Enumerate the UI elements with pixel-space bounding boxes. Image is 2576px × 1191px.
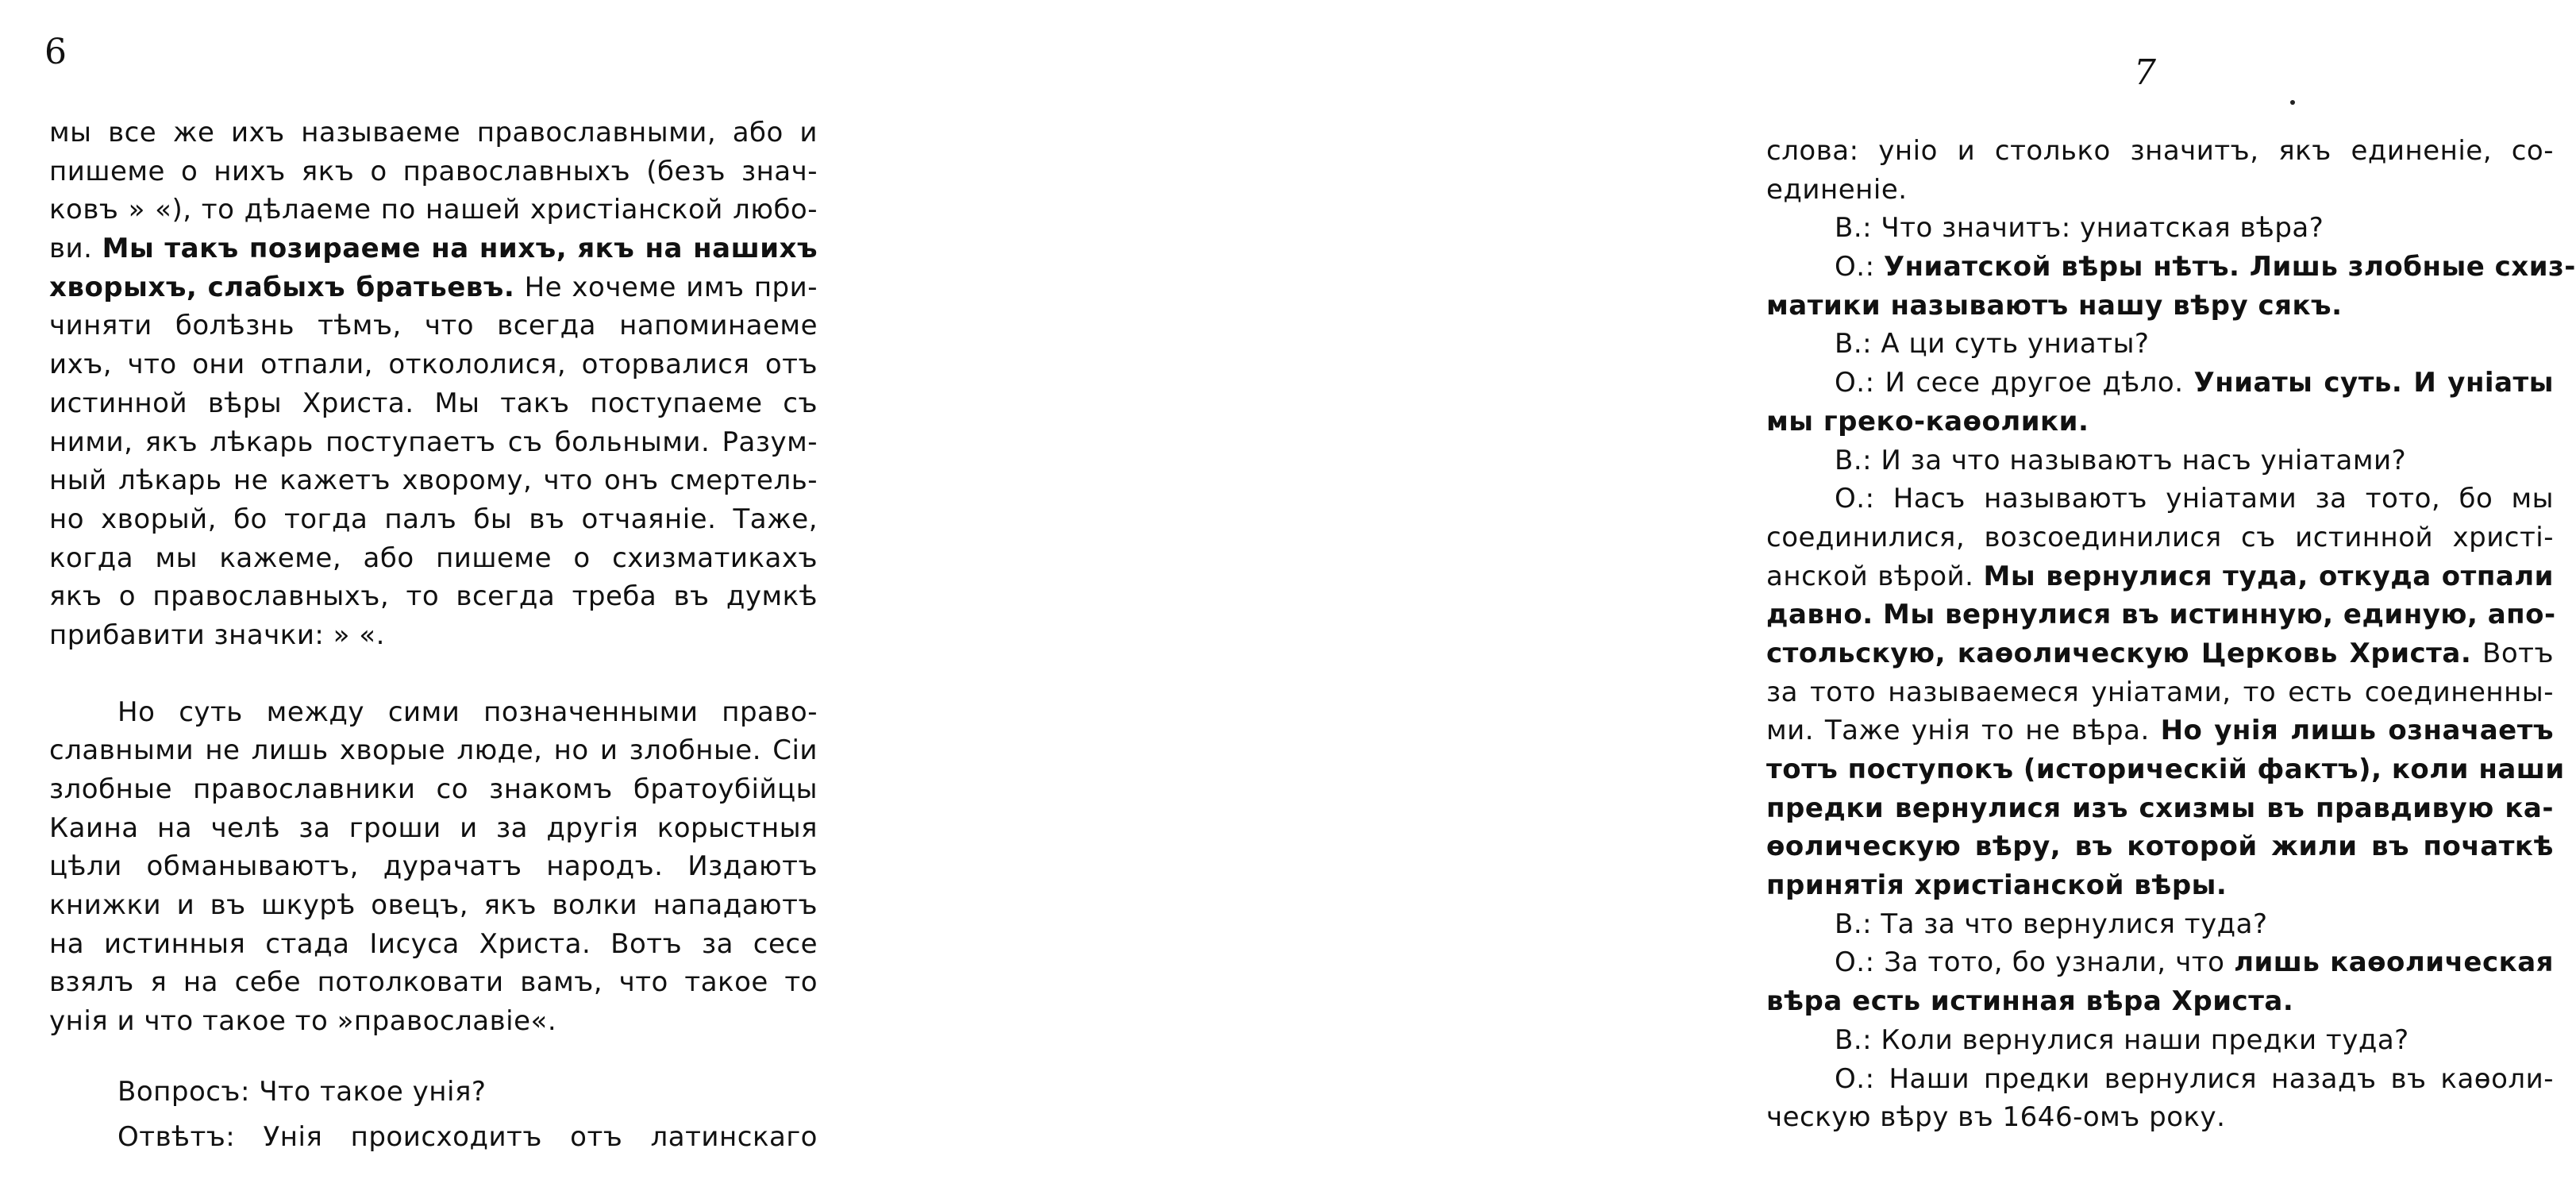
text-line: ними, якъ лѣкарь поступаетъ съ больными. Разум- <box>49 426 818 458</box>
question-line: В.: Коли вернулися наши предки туда? <box>1835 1023 2409 1056</box>
text-line: стольскую, каѳолическую Церковь Христа. Вотъ <box>1766 637 2554 669</box>
answer-line: О.: Насъ называютъ уніатами за тото, бо мы <box>1835 483 2554 515</box>
text-line: мы греко-каѳолики. <box>1766 405 2089 437</box>
text-line: чиняти болѣзнь тѣмъ, что всегда напоминаеме <box>49 310 818 342</box>
text-line: ческую вѣру въ 1646-омъ року. <box>1766 1101 2226 1134</box>
text-line: прибавити значки: » «. <box>49 619 385 651</box>
text-line: якъ о православныхъ, то всегда треба въ думкѣ <box>49 580 818 613</box>
answer-line: О.: Униатской вѣры нѣтъ. Лишь злобные схиз- <box>1835 251 2576 283</box>
answer-line: О.: Наши предки вернулися назадъ въ каѳоли- <box>1835 1062 2554 1095</box>
text-line: ѳолическую вѣру, въ которой жили въ початкѣ <box>1766 831 2554 863</box>
text-line: Но суть между сими позначенными право- <box>117 696 818 728</box>
text-line: но хворый, бо тогда палъ бы въ отчаяніе. Таже, <box>49 503 818 535</box>
text-line: давно. Мы вернулися въ истинную, единую, апо- <box>1766 599 2556 631</box>
answer-line: Отвѣтъ: Унія происходитъ отъ латинскаго <box>117 1120 818 1153</box>
text-line: вѣра есть истинная вѣра Христа. <box>1766 985 2294 1018</box>
text-line: матики называютъ нашу вѣру сякъ. <box>1766 289 2343 322</box>
text-line: на истинныя стада Іисуса Христа. Вотъ за сесе <box>49 927 818 960</box>
answer-line: О.: И сесе другое дѣло. Униаты суть. И уніаты <box>1835 367 2554 399</box>
text-line: ихъ, что они отпали, откололися, оторвалися отъ <box>49 349 818 381</box>
right-page <box>861 0 2576 1191</box>
text-line: пишеме о нихъ якъ о православныхъ (безъ знач- <box>49 155 818 187</box>
text-line: хворыхъ, слабыхъ братьевъ. Не хочеме имъ при- <box>49 271 818 303</box>
left-page-text <box>49 114 818 1156</box>
answer-line: О.: За тото, бо узнали, что лишь каѳолическая <box>1835 946 2554 979</box>
ink-speck <box>2290 100 2295 105</box>
text-line: книжки и въ шкурѣ овецъ, якъ волки нападаютъ <box>49 889 818 922</box>
text-line: анской вѣрой. Мы вернулися туда, откуда отпали <box>1766 560 2554 592</box>
text-line: славными не лишь хворые люде, но и злобные. Сіи <box>49 734 818 767</box>
question-line: В.: И за что называютъ насъ уніатами? <box>1835 444 2407 476</box>
page-number-left: 6 <box>44 32 67 72</box>
question-line: В.: Что значитъ: униатская вѣра? <box>1835 212 2324 245</box>
question-line: Вопросъ: Что такое унія? <box>117 1075 487 1108</box>
text-line: единеніе. <box>1766 173 1908 206</box>
paragraph-gap <box>49 655 818 693</box>
right-page-text <box>1766 132 2576 1137</box>
text-line: мы все же ихъ называеме православными, або и <box>49 117 818 148</box>
text-line: ковъ » «), то дѣлаеме по нашей христіанской любо- <box>49 194 818 226</box>
text-line: соединилися, возсоединилися съ истинной христі- <box>1766 521 2554 553</box>
text-line: цѣли обманываютъ, дурачатъ народъ. Издаютъ <box>49 850 818 883</box>
spacer <box>49 1112 818 1118</box>
text-line: за тото называемеся уніатами, то есть соединенны- <box>1766 676 2554 708</box>
text-line: ви. Мы такъ позираеме на нихъ, якъ на нашихъ <box>49 233 818 265</box>
question-line: В.: Та за что вернулися туда? <box>1835 908 2268 940</box>
text-line: Каина на челѣ за гроши и за другія корыстныя <box>49 811 818 844</box>
page-number-right: 7 <box>2134 52 2156 93</box>
text-line: слова: уніо и столько значитъ, якъ единеніе, со- <box>1766 135 2554 167</box>
paragraph-gap <box>49 1041 818 1073</box>
text-line: унія и что такое то »православіе«. <box>49 1005 557 1038</box>
text-line: принятія христіанской вѣры. <box>1766 869 2228 902</box>
text-line: ми. Таже унія то не вѣра. Но унія лишь означаетъ <box>1766 715 2554 747</box>
text-line: предки вернулися изъ схизмы въ правдивую ка- <box>1766 792 2554 824</box>
text-line: ный лѣкарь не кажетъ хворому, что онъ смертель- <box>49 464 818 497</box>
text-line: злобные православники со знакомъ братоубійцы <box>49 773 818 805</box>
text-line: тотъ поступокъ (историческій фактъ), коли наши <box>1766 754 2565 785</box>
left-page <box>0 0 861 1191</box>
text-line: взялъ я на себе потолковати вамъ, что такое то <box>49 966 818 999</box>
question-line: В.: А ци суть униаты? <box>1835 328 2150 360</box>
text-line: когда мы кажеме, або пишеме о схизматикахъ <box>49 542 818 574</box>
text-line: истинной вѣры Христа. Мы такъ поступаеме съ <box>49 387 818 419</box>
